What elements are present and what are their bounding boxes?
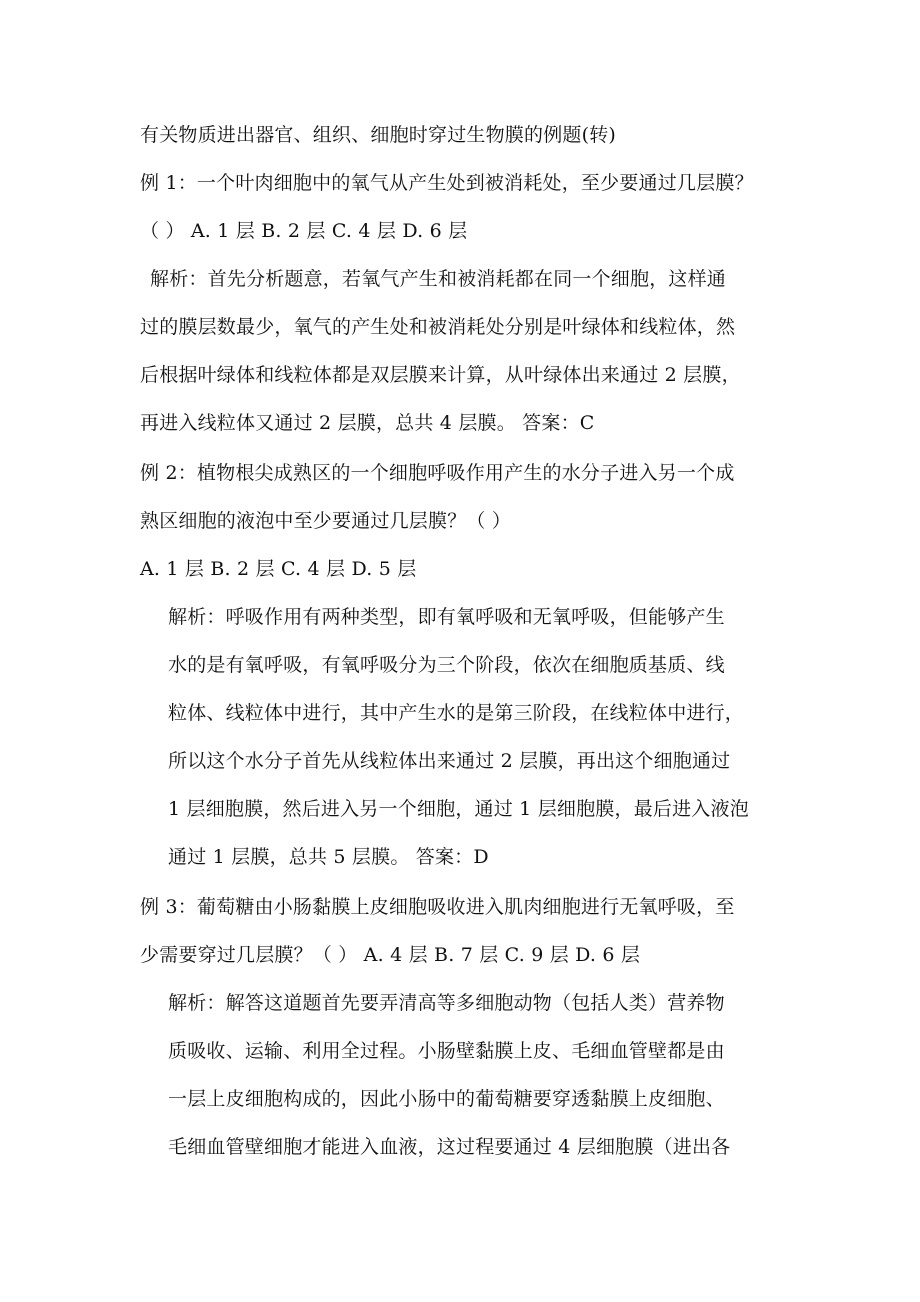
example3-analysis-line: 质吸收、运输、利用全过程。小肠壁黏膜上皮、毛细血管壁都是由 [168, 1040, 725, 1062]
example1-analysis-line: 后根据叶绿体和线粒体都是双层膜来计算，从叶绿体出来通过 2 层膜， [140, 364, 741, 386]
example3-analysis-line: 毛细血管壁细胞才能进入血液，这过程要通过 4 层细胞膜（进出各 [168, 1136, 731, 1158]
example2-question-line: 熟区细胞的液泡中至少要通过几层膜？（ ） [140, 510, 512, 532]
example1-options: （ ） A. 1 层 B. 2 层 C. 4 层 D. 6 层 [140, 220, 468, 242]
document-title: 有关物质进出器官、组织、细胞时穿过生物膜的例题(转) [140, 124, 617, 146]
example1-analysis-line: 解析：首先分析题意，若氧气产生和被消耗都在同一个细胞，这样通 [150, 268, 727, 290]
example3-analysis-line: 一层上皮细胞构成的，因此小肠中的葡萄糖要穿透黏膜上皮细胞、 [168, 1088, 725, 1110]
example2-analysis-line: 粒体、线粒体中进行，其中产生水的是第三阶段，在线粒体中进行， [168, 702, 745, 724]
example1-analysis-line: 再进入线粒体又通过 2 层膜，总共 4 层膜。 答案：C [140, 412, 595, 434]
example2-analysis-line: 解析：呼吸作用有两种类型，即有氧呼吸和无氧呼吸，但能够产生 [168, 606, 725, 628]
example3-analysis-line: 解析：解答这道题首先要弄清高等多细胞动物（包括人类）营养物 [168, 992, 725, 1014]
example3-question-line: 少需要穿过几层膜？（ ） A. 4 层 B. 7 层 C. 9 层 D. 6 层 [140, 944, 641, 966]
example2-analysis-line: 通过 1 层膜，总共 5 层膜。 答案：D [168, 846, 489, 868]
example2-options: A. 1 层 B. 2 层 C. 4 层 D. 5 层 [140, 558, 417, 580]
example2-analysis-line: 所以这个水分子首先从线粒体出来通过 2 层膜，再出这个细胞通过 [168, 750, 731, 772]
example1-analysis-line: 过的膜层数最少，氧气的产生处和被消耗处分别是叶绿体和线粒体，然 [140, 316, 736, 338]
example1-question: 例 1：一个叶肉细胞中的氧气从产生处到被消耗处，至少要通过几层膜？ [140, 172, 754, 194]
example2-analysis-line: 1 层细胞膜，然后进入另一个细胞，通过 1 层细胞膜，最后进入液泡 [168, 798, 749, 820]
example2-analysis-line: 水的是有氧呼吸，有氧呼吸分为三个阶段，依次在细胞质基质、线 [168, 654, 725, 676]
example2-question-line: 例 2：植物根尖成熟区的一个细胞呼吸作用产生的水分子进入另一个成 [140, 462, 735, 484]
example3-question-line: 例 3：葡萄糖由小肠黏膜上皮细胞吸收进入肌肉细胞进行无氧呼吸，至 [140, 896, 735, 918]
